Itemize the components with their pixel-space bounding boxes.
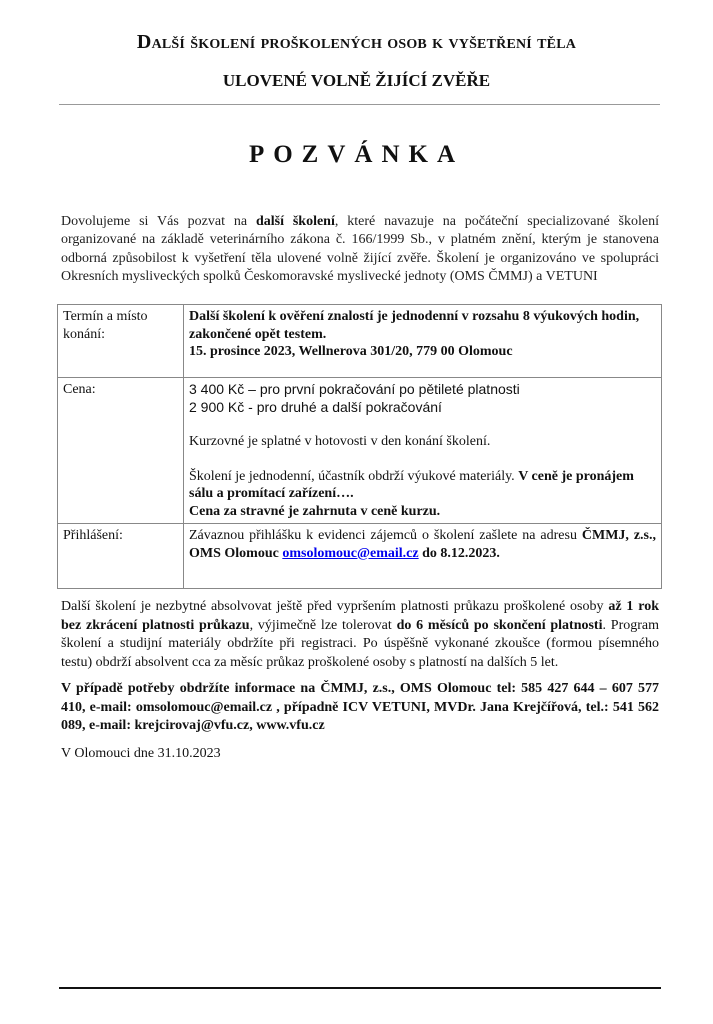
document-title-line1: Další školení proškolených osob k vyšetření těla [136, 31, 577, 53]
registration-plain: Závaznou přihlášku k evidenci zájemců o školení zašlete na adresu [189, 528, 582, 543]
table-row-price [58, 378, 662, 524]
table-row-registration [58, 524, 662, 589]
validity-text-1: Další školení je nezbytné absolvovat ještě před vypršením platnosti průkazu proškolené osoby [61, 599, 609, 614]
value-registration [184, 524, 662, 589]
label-date-place: Termín a místo konání: [58, 305, 184, 378]
included-info [189, 468, 656, 503]
invitation-heading: POZVÁNKA [248, 141, 465, 168]
registration-deadline: do 8.12.2023. [418, 545, 500, 561]
included-plain: Školení je jednodenní, účastník obdrží výukové materiály. [189, 468, 519, 484]
intro-text-1: Dovolujeme si Vás pozvat na [61, 214, 256, 229]
info-table [57, 304, 662, 589]
validity-bold-1: až 1 rok bez zkrácení platnosti průkazu [61, 599, 659, 633]
meals-note: Cena za stravné je zahrnuta v ceně kurzu. [189, 503, 441, 519]
table-row-date-place [58, 305, 662, 378]
price-first: 3 400 Kč – pro první pokračování po pětileté platnosti [189, 381, 520, 397]
value-date-place [184, 305, 662, 378]
validity-paragraph [61, 598, 659, 672]
validity-text-2: , výjimečně lze tolerovat [249, 617, 397, 633]
validity-bold-2: do 6 měsíců po skončení platnosti [396, 617, 603, 633]
intro-paragraph [61, 213, 659, 287]
intro-text-2: , které navazuje na počáteční specializované školení organizované na základě veterinárního zákona č. 166/1999 Sb., v platném znění, kterým je stanovena odborná způsobilost k vyšetření těla ulovené volně žijící zvěře. Školení je organizováno ve spolupráci Okresních mysliveckých spolků Českomoravské myslivecké jednoty (OMS ČMMJ) a VETUNI [61, 214, 659, 285]
header-divider [59, 104, 660, 105]
price-second: 2 900 Kč - pro druhé a další pokračování [189, 398, 442, 415]
validity-text-3: . Program školení a studijní materiály obdržíte při registraci. Po úspěšně vykonané zkoušce (formou písemného testu) obdrží absolvent cca za měsíc průkaz proškolené osoby s platností na dalších 5 let. [61, 617, 659, 670]
registration-email-link[interactable]: omsolomouc@email.cz [282, 545, 419, 561]
document-title-line2: ULOVENÉ VOLNĚ ŽIJÍCÍ ZVĚŘE [222, 71, 491, 90]
contact-paragraph: V případě potřeby obdržíte informace na ČMMJ, z.s., OMS Olomouc tel: 585 427 644 – 607 577 410, e-mail: omsolomouc@email.cz , případně ICV VETUNI, MVDr. Jana Krejčířová, tel.: 541 562 089, e-mail: krejcirovaj@vfu.cz, www.vfu.cz [61, 681, 659, 734]
footer-divider [59, 987, 661, 989]
payment-note: Kurzovné je splatné v hotovosti v den konání školení. [189, 434, 491, 449]
label-price: Cena: [58, 378, 184, 524]
registration-org: ČMMJ, z.s., OMS Olomouc [189, 528, 656, 561]
value-price [184, 378, 662, 524]
course-description: Další školení k ověření znalostí je jednodenní v rozsahu 8 výukových hodin, zakončené opět testem. [189, 309, 640, 342]
intro-bold: další školení [255, 214, 335, 229]
course-date-address: 15. prosince 2023, Wellnerova 301/20, 779 00 Olomouc [189, 344, 513, 359]
date-line: V Olomouci dne 31.10.2023 [61, 746, 221, 761]
included-bold: V ceně je pronájem sálu a promítací zařízení…. [189, 468, 634, 501]
label-registration: Přihlášení: [58, 524, 184, 589]
